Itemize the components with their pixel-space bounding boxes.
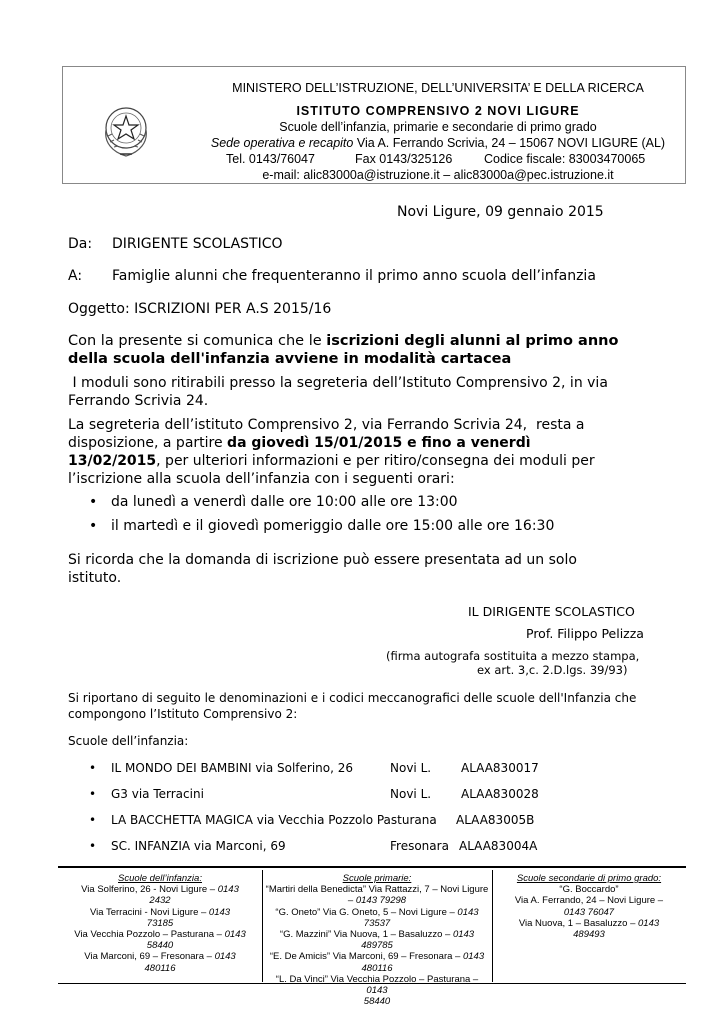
footer-line [60,918,260,929]
p1-bold-b: della scuola dell'infanzia avviene in modalità cartacea [68,351,512,367]
footer-line-text: “G. Mazzini” Via Nuova, 1 – Basaluzzo – [279,929,453,941]
hours-text: il martedì e il giovedì pomeriggio dalle ore 15:00 alle ore 16:30 [111,518,555,534]
footer-line-text: “E. De Amicis” Via Marconi, 69 – Fresonara – [269,951,463,963]
footer-column-lines [60,884,260,974]
footer-line [264,884,490,895]
bullet-icon: • [89,839,97,853]
hours-text: da lunedì a venerdì dalle ore 10:00 alle ore 13:00 [111,494,458,510]
address-label: Sede operativa e recapito [210,136,354,150]
school-town: Novi L. [390,761,432,775]
school-code: ALAA830017 [461,761,539,775]
paragraph-3-line-3 [68,452,595,470]
paragraph-3-line-1: La segreteria dell’istituto Comprensivo 2, via Ferrando Scrivia 24, resta a [68,417,585,433]
paragraph-4-line-2: istituto. [68,570,122,586]
footer-column-divider [262,870,263,982]
footer-infanzia-column [60,873,260,974]
footer-line-text: “G. Oneto” Via G. Oneto, 5 – Novi Ligure – [275,906,458,918]
footer-line-phone: 58440 [363,996,391,1008]
italian-republic-emblem-icon [98,100,154,160]
footer-line-text: Via Nuova, 1 – Basaluzzo – [518,917,639,929]
footer-line-phone: 0143 [366,985,388,997]
footer-line [60,895,260,906]
footer-line-text: “L. Da Vinci” Via Vecchia Pozzolo – Pasturana – [275,973,479,985]
footer-line-phone: 480116 [144,962,176,974]
footer-line-text: – [347,895,356,907]
codes-intro: compongono l’Istituto Comprensivo 2: [68,707,298,721]
footer-line-phone: 0143 [214,951,236,963]
footer-column-title: Scuole primarie: [342,873,412,884]
from-value: DIRIGENTE SCOLASTICO [112,236,283,252]
tax-code: Codice fiscale: 83003470065 [484,152,646,166]
footer-line-phone: 0143 489785 [361,929,475,952]
footer-secondarie-column [494,873,684,940]
footer-line-text: Via Terracini - Novi Ligure – [89,906,209,918]
footer-line [264,963,490,974]
phone-number: Tel. 0143/76047 [226,152,315,166]
footer-line-phone: 480116 [361,962,393,974]
schools-description: Scuole dell’infanzia, primarie e secondarie di primo grado [279,120,597,134]
footer-line [264,895,490,906]
paragraph-2-line-1: I moduli sono ritirabili presso la segreteria dell’Istituto Comprensivo 2, in via [68,375,608,391]
footer-line [60,940,260,951]
school-town: Fresonara [390,839,449,853]
to-label: A: [68,268,83,284]
footer-line-phone: 0143 [208,906,231,918]
email-addresses: e-mail: alic83000a@istruzione.it – alic83000a@pec.istruzione.it [262,168,614,182]
footer-primarie-column [264,873,490,1007]
signature-title: IL DIRIGENTE SCOLASTICO [468,604,635,619]
footer-column-lines [494,884,684,940]
school-name: G3 via Terracini [111,787,204,801]
school-code: ALAA83005B [456,813,535,827]
bullet-icon: • [89,787,97,801]
paragraph-1-line-1 [68,332,618,350]
footer-line [264,907,490,929]
footer-line [494,907,684,918]
schools-label: Scuole dell’infanzia: [68,734,189,748]
from-label: Da: [68,236,93,252]
footer-line-phone: 0143 76047 [563,906,615,918]
letter-date: Novi Ligure, 09 gennaio 2015 [397,204,604,220]
footer-line-phone: 0143 73537 [363,906,479,929]
footer-line-phone: 0143 [217,884,239,896]
fax-number: Fax 0143/325126 [355,152,453,166]
school-name: LA BACCHETTA MAGICA via Vecchia Pozzolo Pasturana [111,813,437,827]
footer-line [264,929,490,951]
footer-line [494,884,684,895]
bullet-icon: • [89,813,97,827]
footer-line-text: Via A. Ferrando, 24 – Novi Ligure – [514,895,664,907]
codes-intro: Si riportano di seguito le denominazioni e i codici meccanografici delle scuole dell'Infanzia che [68,691,637,705]
p3-bold-dates: da giovedì 15/01/2015 e fino a venerdì [227,435,531,451]
footer-line-phone: 2432 [149,895,171,907]
paragraph-3-line-2 [68,434,531,452]
school-list-item [89,838,286,854]
paragraph-2-line-2: Ferrando Scrivia 24. [68,393,209,409]
p1-text: Con la presente si comunica che le [68,333,327,349]
school-list-item [89,760,353,776]
footer-column-title: Scuole secondarie di primo grado: [516,873,662,884]
footer-column-divider [492,870,493,982]
bullet-icon: • [89,494,98,510]
footer-line-phone: 0143 [638,917,660,929]
footer-line-text: Via Vecchia Pozzolo – Pasturana – [74,929,225,941]
to-value: Famiglie alunni che frequenteranno il primo anno scuola dell’infanzia [112,268,596,284]
footer-line [264,951,490,962]
footer-line-phone: 58440 [146,940,174,952]
footer-line [264,996,490,1007]
footer-line [264,974,490,996]
school-list-item [89,812,437,828]
footer-line-text: “G. Boccardo” [559,884,619,896]
school-code: ALAA83004A [459,839,538,853]
bullet-icon: • [89,761,97,775]
bullet-icon: • [89,518,98,534]
subject-line: Oggetto: ISCRIZIONI PER A.S 2015/16 [68,301,332,317]
school-code: ALAA830028 [461,787,539,801]
footer-line-phone: 489493 [573,929,605,941]
footer-line-phone: 0143 [462,951,485,963]
footer-line-text: “Martiri della Benedicta” Via Rattazzi, 7 – Novi Ligure [265,884,489,896]
institute-address [190,136,686,150]
school-town: Novi L. [390,787,432,801]
p3-text: disposizione, a partire [68,435,228,451]
footer-divider [58,866,686,868]
address-value: Via A. Ferrando Scrivia, 24 – 15067 NOVI LIGURE (AL) [356,136,666,150]
footer-line [60,907,260,918]
footer-line-phone: 73185 [146,917,174,929]
footer-column-lines [264,884,490,1007]
p3-text-cont: , per ulteriori informazioni e per ritiro/consegna dei moduli per [156,453,595,469]
school-name: IL MONDO DEI BAMBINI via Solferino, 26 [111,761,354,775]
footer-line-text: Via Solferino, 26 - Novi Ligure – [81,884,218,896]
footer-column-title: Scuole dell’infanzia: [118,873,202,884]
p3-bold-end-date: 13/02/2015 [68,453,157,469]
paragraph-4-line-1: Si ricorda che la domanda di iscrizione può essere presentata ad un solo [68,552,577,568]
p1-bold-a: iscrizioni degli alunni al primo anno [326,333,619,349]
footer-line [60,884,260,895]
paragraph-1-line-2 [68,350,511,368]
signature-note: ex art. 3,c. 2.D.lgs. 39/93) [477,663,628,677]
footer-line-phone: 0143 [224,929,246,941]
footer-line-text: Via Marconi, 69 – Fresonara – [84,951,215,963]
signature-name: Prof. Filippo Pelizza [526,626,644,641]
footer-line [60,963,260,974]
footer-line [60,929,260,940]
footer-line-phone: 0143 79298 [355,895,407,907]
footer-line [60,951,260,962]
footer-line [494,929,684,940]
school-name: SC. INFANZIA via Marconi, 69 [111,839,286,853]
signature-note: (firma autografa sostituita a mezzo stampa, [386,649,640,663]
institute-name: ISTITUTO COMPRENSIVO 2 NOVI LIGURE [296,104,580,118]
school-list-item [89,786,204,802]
paragraph-3-line-4: l’iscrizione alla scuola dell’infanzia con i seguenti orari: [68,471,455,487]
hours-list-item [89,493,458,511]
ministry-name: MINISTERO DELL’ISTRUZIONE, DELL’UNIVERSITA’ E DELLA RICERCA [232,81,644,95]
footer-line [494,895,684,906]
hours-list-item [89,517,554,535]
footer-line [494,918,684,929]
